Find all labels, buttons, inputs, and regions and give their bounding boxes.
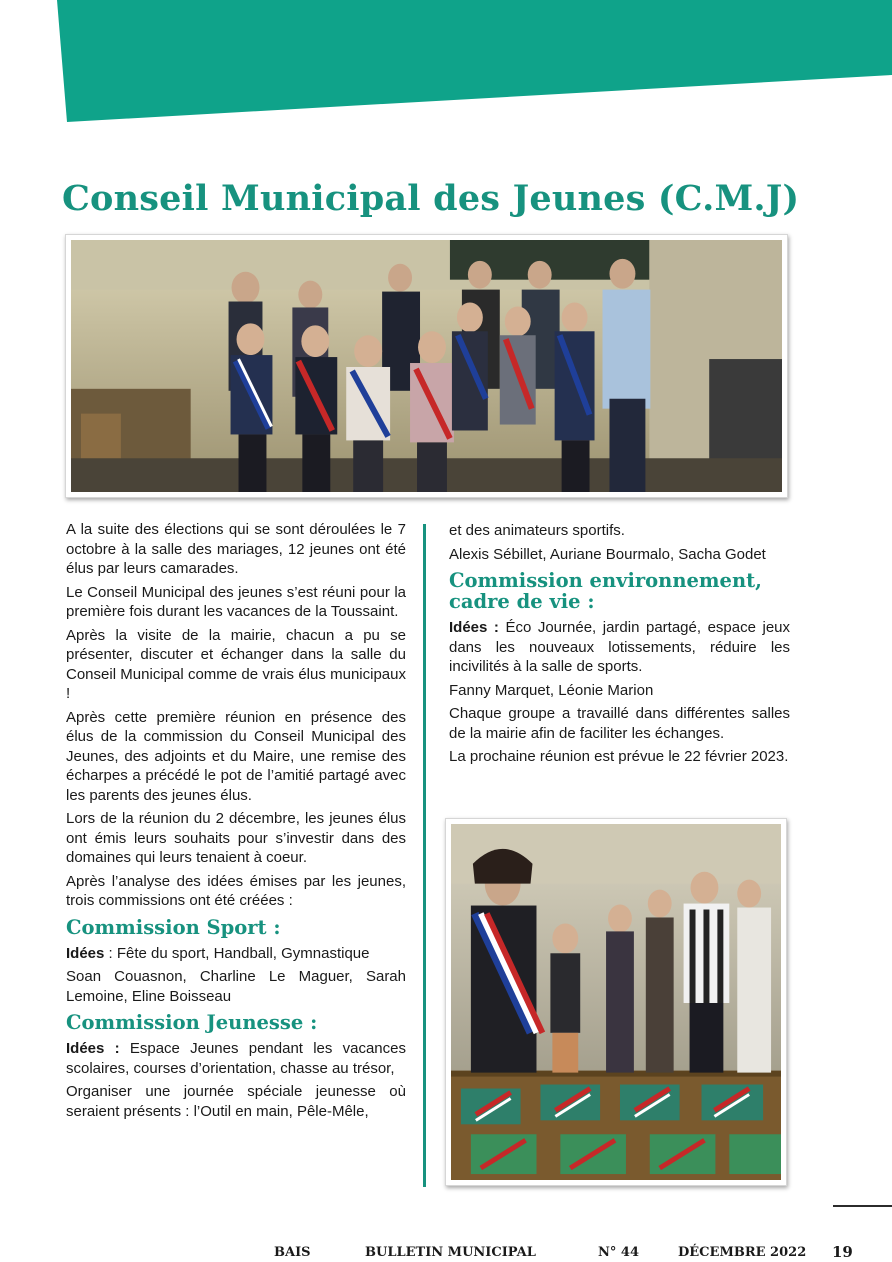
ideas-label: Idées : xyxy=(449,619,499,636)
jeunesse-ideas xyxy=(66,1039,406,1078)
environnement-members: Fanny Marquet, Léonie Marion xyxy=(449,681,654,699)
intro-paragraph: Le Conseil Municipal des jeunes s’est réuni pour la première fois durant les vacances de la Toussaint. xyxy=(66,583,406,620)
right-column xyxy=(449,521,790,771)
left-column xyxy=(66,520,406,1125)
sport-ideas xyxy=(66,944,406,964)
page-number: 19 xyxy=(832,1243,853,1261)
intro-paragraph: Après la visite de la mairie, chacun a pu se présenter, discuter et échanger dans la salle du Conseil Municipal comme de vrais élus municipaux ! xyxy=(66,626,406,702)
column-divider xyxy=(423,524,426,1187)
jeunesse-extra: Organiser une journée spéciale jeunesse où seraient présents : l’Outil en main, Pêle-Mêle, xyxy=(66,1083,406,1120)
environnement-heading: Commission environnement, cadre de vie : xyxy=(449,569,762,613)
sport-members: Soan Couasnon, Charline Le Maguer, Sarah Lemoine, Eline Boisseau xyxy=(66,968,406,1005)
footer-town: BAIS xyxy=(274,1245,311,1260)
group-photo xyxy=(65,234,788,498)
sport-heading: Commission Sport : xyxy=(66,915,281,939)
ideas-text: : Fête du sport, Handball, Gymnastique xyxy=(104,944,370,962)
footer-issue: N° 44 xyxy=(598,1245,639,1260)
closing-paragraph: Chaque groupe a travaillé dans différentes salles de la mairie afin de faciliter les échanges. xyxy=(449,705,790,742)
footer-date: DÉCEMBRE 2022 xyxy=(678,1245,807,1260)
jeunesse-members: Alexis Sébillet, Auriane Bourmalo, Sacha Godet xyxy=(449,545,766,563)
ideas-text: Espace Jeunes pendant les vacances scolaires, courses d’orientation, chasse au trésor, xyxy=(66,1040,406,1077)
intro-paragraph: Lors de la réunion du 2 décembre, les jeunes élus ont émis leurs souhaits pour s’investir dans des domaines qui leurs tenaient à coeur. xyxy=(66,810,406,866)
jeunesse-heading: Commission Jeunesse : xyxy=(66,1011,318,1034)
intro-paragraph: Après l’analyse des idées émises par les jeunes, trois commissions ont été créées : xyxy=(66,872,406,909)
header-banner xyxy=(0,0,892,125)
intro-paragraph: Après cette première réunion en présence des élus de la commission du Conseil Municipal des Jeunes, des adjoints et du Maire, une remise des écharpes a précédé le pot de l’amitié partagé avec les parents des jeunes élus. xyxy=(66,708,406,804)
footer-rule xyxy=(833,1205,892,1207)
ideas-label: Idées xyxy=(66,944,105,962)
meeting-photo xyxy=(445,818,787,1186)
closing-paragraph: La prochaine réunion est prévue le 22 février 2023. xyxy=(449,748,789,765)
ideas-text: Éco Journée, jardin partagé, espace jeux dans les nouveaux lotissements, réduire les incivilités à la salle de sports. xyxy=(449,619,790,675)
footer-bulletin: BULLETIN MUNICIPAL xyxy=(365,1245,536,1260)
continuation-text: et des animateurs sportifs. xyxy=(449,522,625,539)
intro-paragraph: A la suite des élections qui se sont déroulées le 7 octobre à la salle des mariages, 12 jeunes ont été élus par leurs camarades. xyxy=(66,521,406,577)
ideas-label: Idées : xyxy=(66,1040,120,1057)
environnement-ideas xyxy=(449,618,790,677)
page-title: Conseil Municipal des Jeunes (C.M.J) xyxy=(62,178,800,219)
